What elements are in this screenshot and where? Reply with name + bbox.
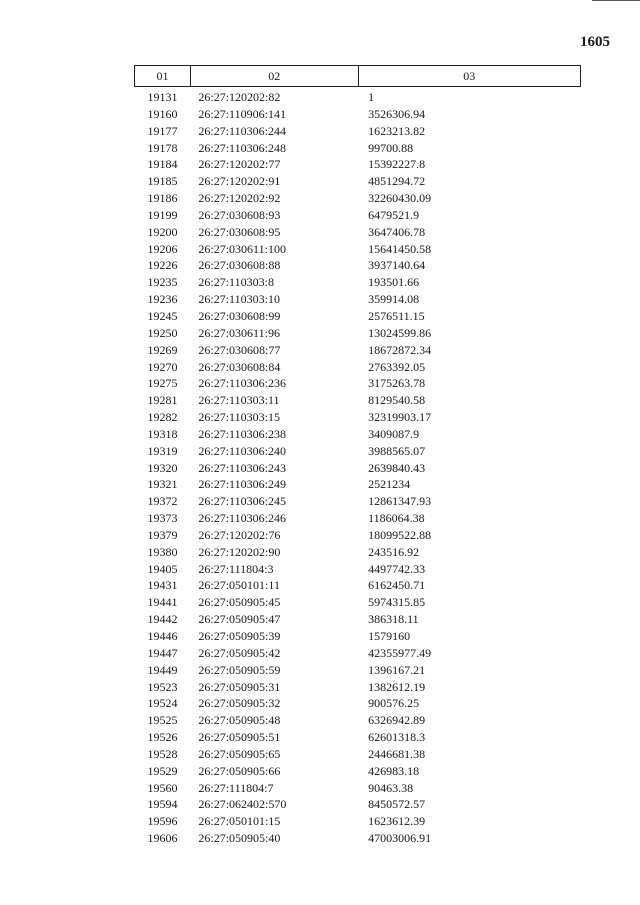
cell-id: 19275 (147, 376, 178, 391)
cell-id: 19319 (147, 443, 178, 458)
cell-id: 19200 (147, 224, 178, 239)
cell-cadastral-number: 26:27:110306:240 (198, 443, 286, 458)
cell-cadastral-number: 26:27:050905:66 (198, 763, 281, 778)
table-row (135, 87, 581, 106)
cell-value: 8129540.58 (368, 393, 426, 408)
cell-value: 900576.25 (368, 696, 420, 711)
table-row (135, 746, 581, 763)
cell-cadastral-number: 26:27:050905:42 (198, 645, 281, 660)
cell-id: 19449 (147, 662, 178, 677)
cell-id: 19178 (147, 140, 178, 155)
column-header-01: 01 (135, 66, 191, 87)
cell-id: 19442 (147, 612, 178, 627)
cell-value: 193501.66 (368, 275, 420, 290)
cell-id: 19524 (147, 696, 178, 711)
cell-cadastral-number: 26:27:120202:82 (198, 90, 281, 104)
cell-value: 99700.88 (368, 140, 414, 155)
table-row (135, 426, 581, 443)
cell-cadastral-number: 26:27:120202:92 (198, 191, 281, 206)
cell-id: 19525 (147, 713, 178, 728)
table-row (135, 308, 581, 325)
table-row (135, 190, 581, 207)
page-number: 1605 (580, 34, 610, 50)
cell-value: 3988565.07 (368, 443, 426, 458)
table-row (135, 224, 581, 241)
cell-cadastral-number: 26:27:030608:88 (198, 258, 281, 273)
table-row (135, 763, 581, 780)
cell-cadastral-number: 26:27:050905:65 (198, 746, 281, 761)
cell-value: 15641450.58 (368, 241, 432, 256)
table-row (135, 392, 581, 409)
table-row (135, 443, 581, 460)
table-row (135, 645, 581, 662)
cell-cadastral-number: 26:27:120202:76 (198, 527, 281, 542)
cell-cadastral-number: 26:27:110303:15 (198, 410, 280, 425)
cell-cadastral-number: 26:27:030608:99 (198, 308, 281, 323)
cell-id: 19528 (147, 746, 178, 761)
cell-value: 1579160 (368, 629, 411, 643)
cell-cadastral-number: 26:27:110906:141 (198, 106, 286, 121)
cell-cadastral-number: 26:27:030608:95 (198, 224, 281, 239)
cell-value: 3937140.64 (368, 258, 426, 273)
cell-cadastral-number: 26:27:030608:84 (198, 359, 281, 374)
cell-cadastral-number: 26:27:120202:77 (198, 157, 281, 172)
cell-id: 19594 (147, 797, 178, 812)
cell-id: 19270 (147, 359, 178, 374)
table-row (135, 325, 581, 342)
cell-value: 2576511.15 (368, 308, 425, 323)
cell-cadastral-number: 26:27:110306:238 (198, 426, 286, 441)
table-row (135, 695, 581, 712)
table-row (135, 780, 581, 797)
cell-cadastral-number: 26:27:111804:3 (198, 561, 274, 576)
cell-id: 19380 (147, 544, 178, 559)
cell-value: 18672872.34 (368, 342, 432, 357)
cell-id: 19373 (147, 511, 178, 526)
cell-value: 1623612.39 (368, 814, 426, 829)
table-row (135, 662, 581, 679)
cell-id: 19235 (147, 275, 178, 290)
cell-value: 18099522.88 (368, 527, 432, 542)
table-row (135, 813, 581, 830)
table-row (135, 359, 581, 376)
cell-cadastral-number: 26:27:050905:39 (198, 629, 281, 643)
cell-value: 2763392.05 (368, 359, 426, 374)
cell-cadastral-number: 26:27:110303:11 (198, 393, 280, 408)
table-row (135, 796, 581, 813)
table-row (135, 460, 581, 477)
cell-value: 6162450.71 (368, 578, 426, 593)
cell-id: 19526 (147, 730, 178, 745)
cell-value: 32319903.17 (368, 410, 432, 425)
table-row (135, 493, 581, 510)
cell-id: 19226 (147, 258, 178, 273)
cell-value: 42355977.49 (368, 645, 432, 660)
cell-cadastral-number: 26:27:050905:45 (198, 595, 281, 610)
table-body (135, 87, 581, 847)
table-header (135, 66, 581, 87)
cell-id: 19131 (147, 90, 178, 104)
cell-cadastral-number: 26:27:050905:59 (198, 662, 281, 677)
table-row (135, 679, 581, 696)
cell-id: 19441 (147, 595, 178, 610)
table-row (135, 830, 581, 847)
table-row (135, 241, 581, 258)
cell-id: 19185 (147, 174, 178, 189)
table-row (135, 476, 581, 493)
cell-cadastral-number: 26:27:030611:96 (198, 325, 280, 340)
table-row (135, 577, 581, 594)
cell-value: 1382612.19 (368, 679, 426, 694)
table-row (135, 409, 581, 426)
table-row (135, 729, 581, 746)
top-edge-rule (592, 0, 640, 1)
cell-id: 19447 (147, 645, 178, 660)
table-row (135, 274, 581, 291)
cell-cadastral-number: 26:27:050905:31 (198, 679, 281, 694)
cell-id: 19245 (147, 308, 178, 323)
cell-cadastral-number: 26:27:110306:246 (198, 511, 286, 526)
cell-cadastral-number: 26:27:050905:32 (198, 696, 281, 711)
cell-cadastral-number: 26:27:120202:91 (198, 174, 281, 189)
cell-value: 6326942.89 (368, 713, 426, 728)
cell-value: 5974315.85 (368, 595, 426, 610)
cell-value: 243516.92 (368, 544, 420, 559)
cell-cadastral-number: 26:27:110306:236 (198, 376, 286, 391)
cell-id: 19199 (147, 207, 178, 222)
cell-id: 19560 (147, 780, 178, 795)
cell-id: 19281 (147, 393, 178, 408)
table-row (135, 544, 581, 561)
cell-value: 3647406.78 (368, 224, 426, 239)
cell-value: 1396167.21 (368, 662, 426, 677)
cell-value: 32260430.09 (368, 191, 432, 206)
cell-value: 4497742.33 (368, 561, 426, 576)
cell-value: 6479521.9 (368, 207, 420, 222)
cell-value: 90463.38 (368, 780, 414, 795)
cell-cadastral-number: 26:27:111804:7 (198, 780, 274, 795)
table-row (135, 207, 581, 224)
header-row (135, 66, 581, 87)
cell-cadastral-number: 26:27:062402:570 (198, 797, 287, 812)
cell-cadastral-number: 26:27:110306:249 (198, 477, 286, 492)
table-row (135, 140, 581, 157)
cell-id: 19372 (147, 494, 178, 509)
cell-id: 19184 (147, 157, 178, 172)
table-row (135, 291, 581, 308)
cell-cadastral-number: 26:27:030608:93 (198, 207, 281, 222)
cell-value: 47003006.91 (368, 831, 432, 846)
table-row (135, 712, 581, 729)
cell-value: 1 (368, 90, 375, 104)
cell-cadastral-number: 26:27:050905:40 (198, 831, 281, 846)
cell-value: 2446681.38 (368, 746, 426, 761)
table-row (135, 342, 581, 359)
cell-cadastral-number: 26:27:030611:100 (198, 241, 286, 256)
table-row (135, 561, 581, 578)
cell-id: 19320 (147, 460, 178, 475)
table-row (135, 628, 581, 645)
cell-id: 19186 (147, 191, 178, 206)
cell-id: 19606 (147, 831, 178, 846)
data-table (134, 65, 581, 847)
table-row (135, 527, 581, 544)
cell-id: 19596 (147, 814, 178, 829)
cell-value: 4851294.72 (368, 174, 426, 189)
cell-cadastral-number: 26:27:050101:11 (198, 578, 280, 593)
cell-cadastral-number: 26:27:110306:245 (198, 494, 286, 509)
cell-cadastral-number: 26:27:110303:8 (198, 275, 274, 290)
cell-id: 19206 (147, 241, 178, 256)
cell-id: 19431 (147, 578, 178, 593)
table-row (135, 611, 581, 628)
cell-cadastral-number: 26:27:110306:248 (198, 140, 286, 155)
cell-value: 1623213.82 (368, 123, 426, 138)
cell-value: 62601318.3 (368, 730, 426, 745)
table-row (135, 510, 581, 527)
column-header-03: 03 (358, 66, 580, 87)
cell-value: 386318.11 (368, 612, 419, 627)
table-row (135, 257, 581, 274)
cell-id: 19529 (147, 763, 178, 778)
column-header-02: 02 (190, 66, 358, 87)
cell-value: 12861347.93 (368, 494, 432, 509)
cell-value: 2521234 (368, 477, 411, 492)
cell-id: 19236 (147, 292, 178, 307)
cell-id: 19379 (147, 527, 178, 542)
cell-value: 3175263.78 (368, 376, 426, 391)
cell-cadastral-number: 26:27:120202:90 (198, 544, 281, 559)
cell-id: 19318 (147, 426, 178, 441)
table-row (135, 106, 581, 123)
cell-id: 19523 (147, 679, 178, 694)
cell-cadastral-number: 26:27:110306:244 (198, 123, 286, 138)
cell-value: 3409087.9 (368, 426, 420, 441)
cell-cadastral-number: 26:27:110303:10 (198, 292, 280, 307)
table-row (135, 156, 581, 173)
cell-cadastral-number: 26:27:050905:48 (198, 713, 281, 728)
cell-id: 19282 (147, 410, 178, 425)
table-row (135, 123, 581, 140)
cell-value: 3526306.94 (368, 106, 426, 121)
cell-value: 8450572.57 (368, 797, 426, 812)
cell-cadastral-number: 26:27:110306:243 (198, 460, 286, 475)
table-row (135, 594, 581, 611)
cell-value: 359914.08 (368, 292, 420, 307)
cell-cadastral-number: 26:27:050905:47 (198, 612, 281, 627)
cell-cadastral-number: 26:27:050101:15 (198, 814, 281, 829)
cell-id: 19269 (147, 342, 178, 357)
cell-cadastral-number: 26:27:030608:77 (198, 342, 281, 357)
cell-value: 13024599.86 (368, 325, 432, 340)
cell-id: 19446 (147, 629, 178, 643)
cell-cadastral-number: 26:27:050905:51 (198, 730, 281, 745)
cell-id: 19160 (147, 106, 178, 121)
cell-value: 2639840.43 (368, 460, 426, 475)
cell-id: 19405 (147, 561, 178, 576)
cell-value: 1186064.38 (368, 511, 425, 526)
cell-value: 15392227.8 (368, 157, 426, 172)
table-row (135, 375, 581, 392)
table-row (135, 173, 581, 190)
cell-value: 426983.18 (368, 763, 420, 778)
cell-id: 19177 (147, 123, 178, 138)
cell-id: 19250 (147, 325, 178, 340)
cell-id: 19321 (147, 477, 178, 492)
